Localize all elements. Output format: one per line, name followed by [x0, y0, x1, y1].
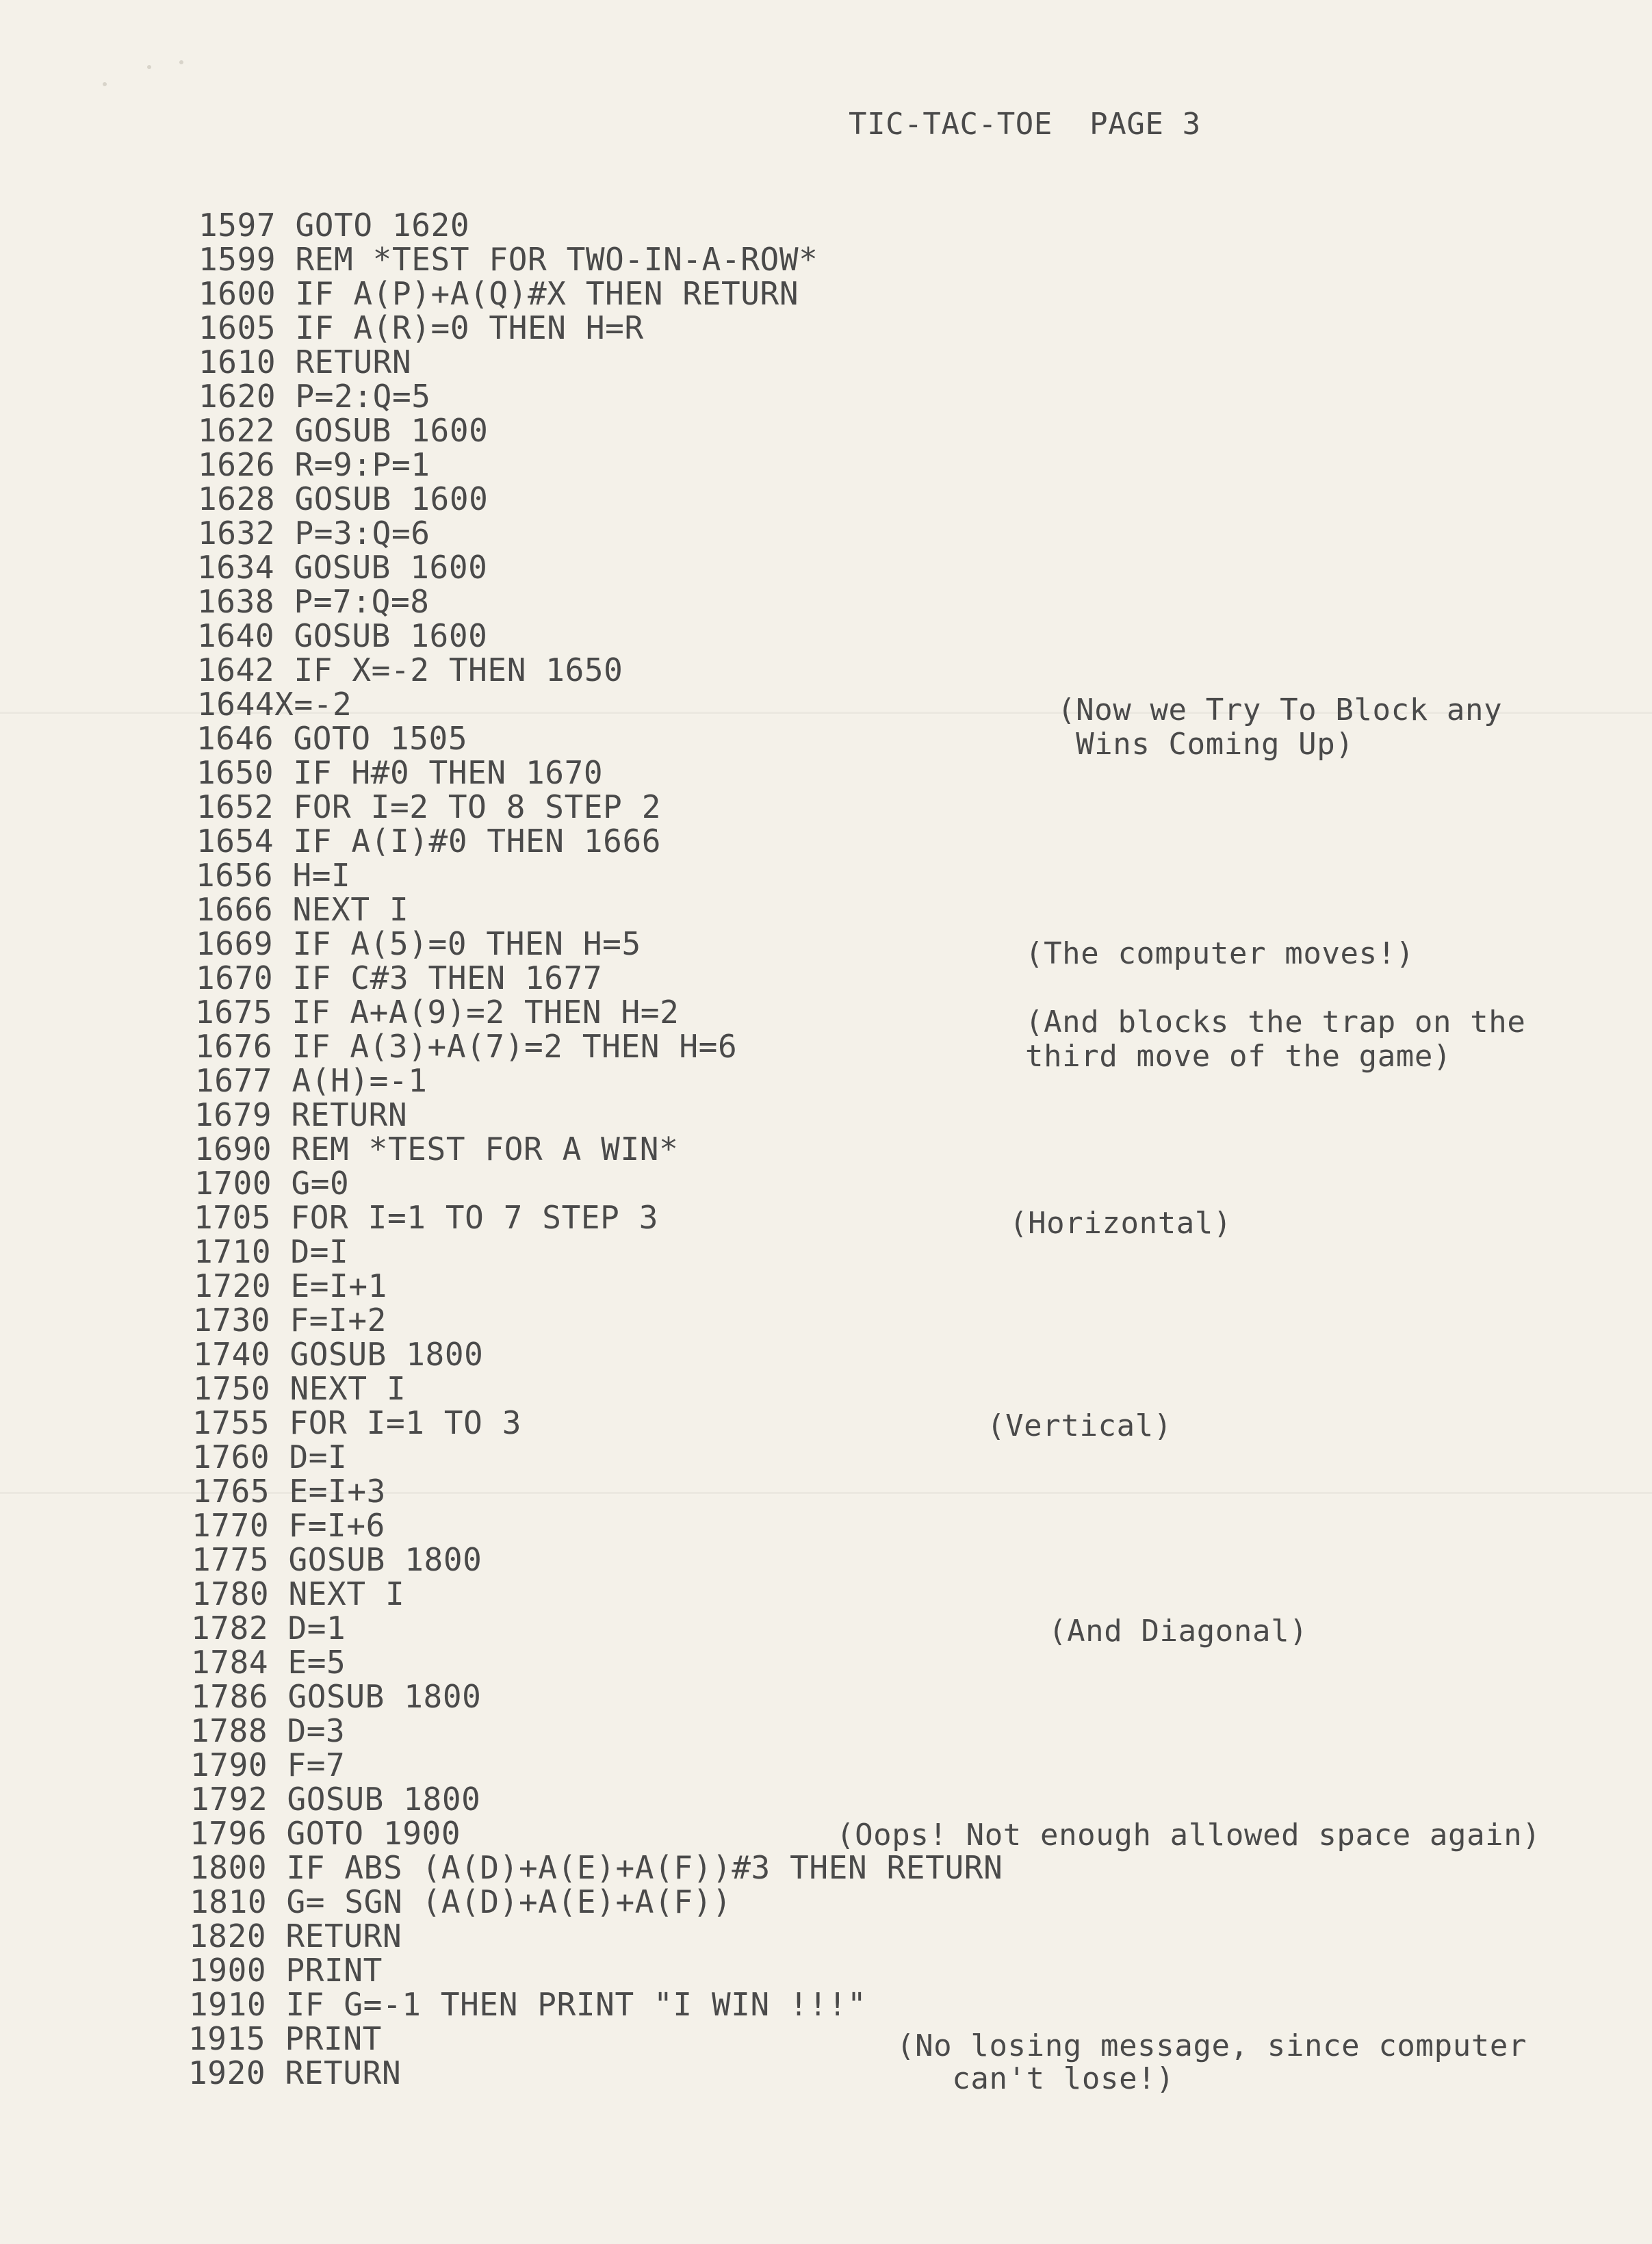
code-line: 1792 GOSUB 1800 [190, 1781, 481, 1818]
code-line: 1770 F=I+6 [192, 1507, 385, 1544]
paper-speck [103, 82, 107, 86]
code-line: 1626 R=9:P=1 [198, 446, 430, 483]
code-line: 1622 GOSUB 1600 [198, 412, 489, 449]
code-line: 1632 P=3:Q=6 [198, 515, 430, 552]
code-line: 1915 PRINT [188, 2020, 382, 2057]
code-line: 1760 D=I [192, 1439, 348, 1475]
code-line: 1796 GOTO 1900 [190, 1815, 461, 1852]
code-line: 1675 IF A+A(9)=2 THEN H=2 [195, 994, 680, 1031]
margin-note: (Now we Try To Block any [1057, 693, 1503, 727]
code-line: 1788 D=3 [190, 1712, 346, 1749]
code-line: 1676 IF A(3)+A(7)=2 THEN H=6 [195, 1028, 738, 1065]
code-line: 1710 D=I [194, 1233, 349, 1270]
paper-speck [147, 65, 151, 69]
code-line: 1690 REM *TEST FOR A WIN* [194, 1131, 679, 1168]
code-line: 1656 H=I [196, 857, 351, 894]
code-line: 1600 IF A(P)+A(Q)#X THEN RETURN [198, 275, 799, 312]
code-line: 1679 RETURN [194, 1096, 408, 1133]
margin-note: can't lose!) [896, 2061, 1175, 2096]
code-line: 1900 PRINT [189, 1952, 383, 1989]
code-line: 1784 E=5 [191, 1644, 346, 1681]
code-line: 1920 RETURN [188, 2054, 402, 2091]
code-line: 1640 GOSUB 1600 [197, 617, 488, 654]
code-line: 1670 IF C#3 THEN 1677 [196, 959, 603, 996]
code-line: 1750 NEXT I [193, 1370, 406, 1407]
code-line: 1646 GOTO 1505 [196, 720, 468, 757]
code-line: 1765 E=I+3 [192, 1473, 386, 1510]
code-line: 1642 IF X=-2 THEN 1650 [197, 652, 623, 688]
code-line: 1740 GOSUB 1800 [193, 1336, 484, 1373]
code-line: 1720 E=I+1 [194, 1267, 387, 1304]
margin-note: (No losing message, since computer [896, 2028, 1527, 2063]
code-line: 1755 FOR I=1 TO 3 [192, 1404, 522, 1441]
code-line: 1700 G=0 [194, 1165, 350, 1202]
code-line: 1669 IF A(5)=0 THEN H=5 [196, 925, 641, 962]
margin-note: (Vertical) [987, 1408, 1172, 1443]
page-header: TIC-TAC-TOE PAGE 3 [849, 107, 1201, 142]
code-line: 1650 IF H#0 THEN 1670 [196, 754, 604, 791]
margin-note: (And blocks the trap on the [1025, 1005, 1526, 1040]
code-line: 1820 RETURN [189, 1918, 402, 1955]
code-line: 1910 IF G=-1 THEN PRINT "I WIN !!!" [189, 1986, 867, 2023]
code-line: 1605 IF A(R)=0 THEN H=R [198, 309, 644, 346]
code-line: 1644X=-2 [197, 686, 352, 723]
code-line: 1800 IF ABS (A(D)+A(E)+A(F))#3 THEN RETURN [190, 1849, 1003, 1886]
margin-note: (The computer moves!) [1025, 936, 1415, 971]
code-line: 1652 FOR I=2 TO 8 STEP 2 [196, 788, 662, 825]
code-line: 1599 REM *TEST FOR TWO-IN-A-ROW* [198, 241, 818, 278]
margin-note: (Horizontal) [1009, 1206, 1232, 1241]
code-line: 1782 D=1 [191, 1610, 346, 1647]
code-line: 1786 GOSUB 1800 [191, 1678, 482, 1715]
code-line: 1775 GOSUB 1800 [192, 1541, 482, 1578]
code-line: 1610 RETURN [198, 344, 412, 381]
code-line: 1638 P=7:Q=8 [197, 583, 430, 620]
code-line: 1730 F=I+2 [193, 1302, 387, 1339]
code-line: 1705 FOR I=1 TO 7 STEP 3 [194, 1199, 659, 1236]
code-line: 1780 NEXT I [192, 1575, 405, 1612]
margin-note: (And Diagonal) [1048, 1614, 1308, 1649]
margin-note: third move of the game) [1025, 1039, 1452, 1074]
paper-speck [179, 60, 183, 64]
code-line: 1620 P=2:Q=5 [198, 378, 431, 415]
code-line: 1677 A(H)=-1 [195, 1062, 428, 1099]
code-line: 1634 GOSUB 1600 [197, 549, 488, 586]
code-line: 1654 IF A(I)#0 THEN 1666 [196, 823, 662, 860]
margin-note: Wins Coming Up) [1057, 727, 1354, 762]
code-line: 1810 G= SGN (A(D)+A(E)+A(F)) [190, 1883, 732, 1920]
code-line: 1790 F=7 [190, 1746, 346, 1783]
code-line: 1597 GOTO 1620 [198, 207, 470, 244]
margin-note: (Oops! Not enough allowed space again) [836, 1818, 1541, 1853]
code-line: 1628 GOSUB 1600 [198, 480, 489, 517]
code-line: 1666 NEXT I [196, 891, 409, 928]
